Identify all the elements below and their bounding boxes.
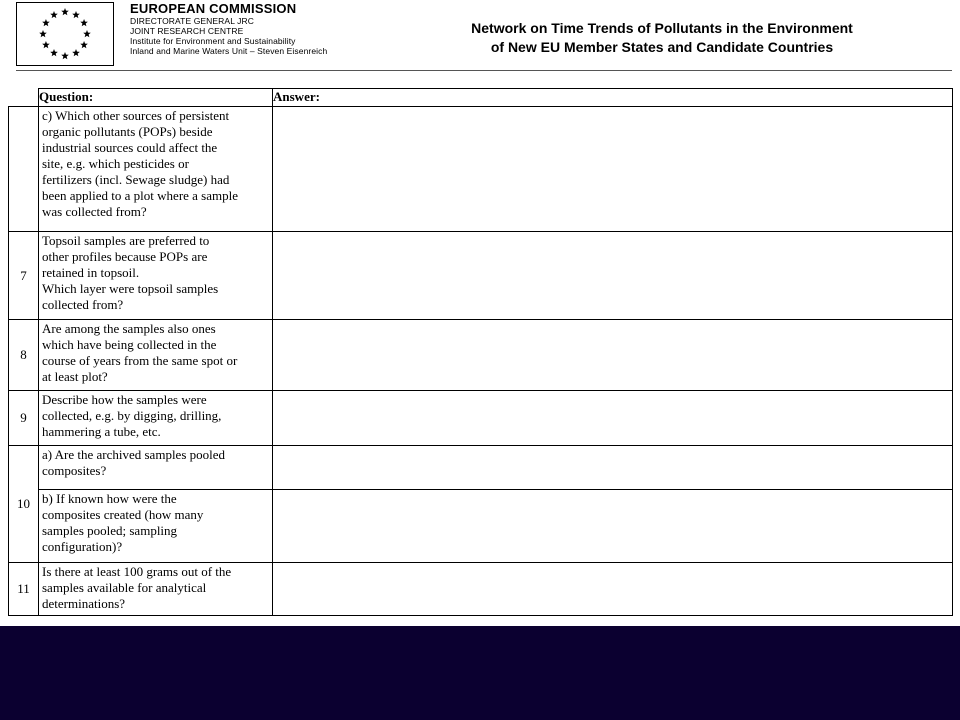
row-number: 8 [9,320,39,391]
table-row [9,446,953,490]
star-icon [50,49,58,56]
answer-cell[interactable] [273,446,953,490]
question-cell: Are among the samples also ones which have being collected in the course of years from the same spot or at least plot? [39,320,273,391]
organization-line: Inland and Marine Waters Unit – Steven Eisenreich [130,46,328,56]
answer-cell[interactable] [273,490,953,563]
table-row [9,232,953,320]
answer-cell[interactable] [273,391,953,446]
document-title-line: Network on Time Trends of Pollutants in the Environment [471,20,853,36]
star-icon [61,52,69,59]
answer-cell[interactable] [273,232,953,320]
answer-cell[interactable] [273,107,953,232]
question-cell: Describe how the samples were collected, e.g. by digging, drilling, hammering a tube, etc. [39,391,273,446]
star-icon [42,41,50,48]
star-icon [72,11,80,18]
eu-stars-flag-icon [17,3,113,65]
document-title [422,19,902,57]
footer-band [0,626,960,720]
question-cell: b) If known how were the composites created (how many samples pooled; sampling configuration)? [39,490,273,563]
row-number: 10 [9,446,39,563]
table-header-row [9,89,953,107]
star-icon [39,30,47,37]
row-number: 11 [9,563,39,616]
question-cell: Is there at least 100 grams out of the samples available for analytical determinations? [39,563,273,616]
table-row [9,107,953,232]
row-number [9,107,39,232]
table-row [9,320,953,391]
row-number: 9 [9,391,39,446]
question-column-header: Question: [39,89,273,107]
row-number: 7 [9,232,39,320]
star-icon [50,11,58,18]
table-row [9,563,953,616]
star-icon [61,8,69,15]
organization-line: DIRECTORATE GENERAL JRC [130,16,254,26]
number-header [9,89,39,107]
organization-block [130,2,327,56]
questionnaire-table [8,88,953,616]
answer-column-header: Answer: [273,89,953,107]
question-cell: a) Are the archived samples pooled composites? [39,446,273,490]
star-icon [80,41,88,48]
star-icon [72,49,80,56]
star-icon [83,30,91,37]
organization-name: EUROPEAN COMMISSION [130,1,297,16]
star-icon [80,19,88,26]
table-row [9,490,953,563]
header-divider [16,70,952,71]
star-icon [42,19,50,26]
organization-line: Institute for Environment and Sustainability [130,36,296,46]
answer-cell[interactable] [273,320,953,391]
eu-logo [16,2,114,66]
answer-cell[interactable] [273,563,953,616]
table-row [9,391,953,446]
question-cell: Topsoil samples are preferred to other profiles because POPs are retained in topsoil. Which layer were topsoil samples collected from? [39,232,273,320]
question-cell: c) Which other sources of persistent organic pollutants (POPs) beside industrial sources could affect the site, e.g. which pesticides or fertilizers (incl. Sewage sludge) had been applied to a plot where a sample was collected from? [39,107,273,232]
organization-line: JOINT RESEARCH CENTRE [130,26,244,36]
document-title-line: of New EU Member States and Candidate Countries [490,39,834,55]
